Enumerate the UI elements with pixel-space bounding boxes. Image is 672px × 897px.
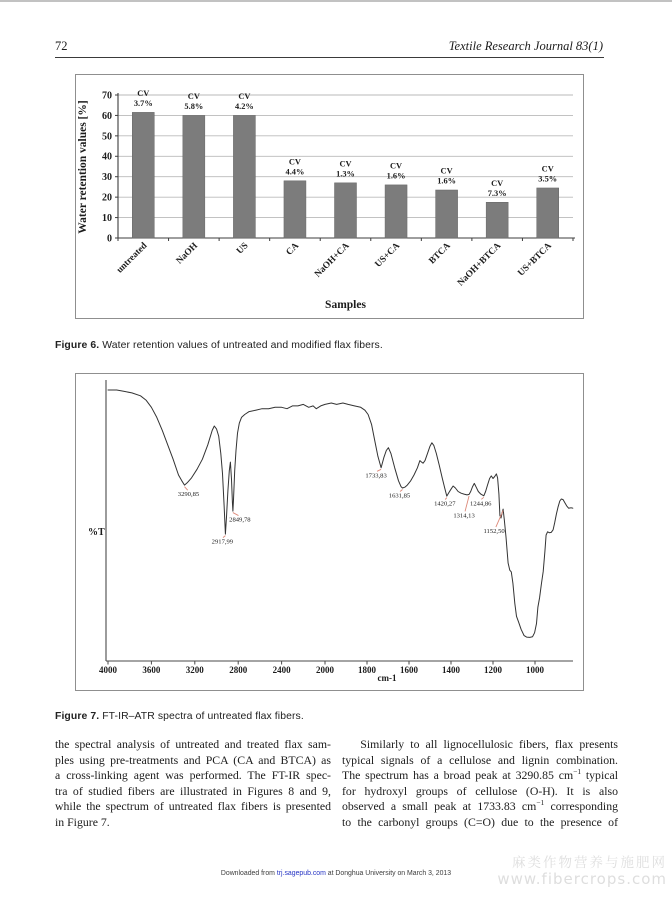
watermark-url: www.fibercrops.com (497, 869, 667, 888)
x-category-label: NaOH+CA (313, 241, 352, 280)
bar-chart-root (77, 89, 575, 311)
body-text-line: a cross-linking agent was performed. The FT-IR spec- (55, 768, 331, 783)
bar-cv-value: 7.3% (487, 188, 507, 198)
figure6-caption (55, 340, 595, 351)
header-rule (55, 57, 604, 58)
y-axis-title: Water retention values [%] (77, 100, 89, 234)
body-column-right (342, 737, 618, 831)
peak-label: 1733,83 (365, 472, 387, 480)
peak-leader-line (223, 536, 225, 538)
watermark-chinese-text: 麻类作物营养与施肥网 (512, 855, 667, 871)
body-text-line: Similarly to all lignocellulosic fibers, flax presents (342, 737, 618, 751)
peak-leader-line (465, 496, 469, 512)
x-category-label: untreated (115, 241, 150, 276)
bar (335, 183, 357, 238)
peak-leader-line (377, 469, 381, 471)
journal-title: Textile Research Journal 83(1) (448, 39, 603, 53)
y-tick-label: 20 (102, 192, 112, 204)
y-tick-label: 30 (102, 172, 112, 184)
body-column-left (55, 737, 331, 831)
x-category-label: US (235, 241, 251, 257)
x-tick-label: 2400 (272, 665, 291, 675)
peak-label: 1152,50 (483, 528, 505, 536)
body-text-line: while the spectrum of untreated flax fibers is presented (55, 799, 331, 814)
x-tick-label: 1400 (442, 665, 460, 675)
peak-leader-line (445, 498, 447, 500)
x-tick-label: 1000 (526, 665, 544, 675)
figure7-frame (75, 373, 584, 691)
bar-cv-value: 5.8% (184, 101, 204, 111)
x-tick-label: 2000 (316, 665, 334, 675)
bar (385, 185, 407, 238)
x-category-label: BTCA (427, 241, 453, 267)
figure7-ftir-spectrum (76, 374, 583, 690)
peak-leader-line (400, 490, 402, 492)
bar-cv-value: 1.3% (336, 169, 355, 179)
page-top-edge (0, 0, 672, 2)
x-category-label: NaOH+BTCA (455, 241, 504, 289)
bar-cv-value: 4.4% (285, 167, 305, 177)
peak-label: 2849,78 (229, 516, 251, 524)
spectrum-root (88, 380, 573, 683)
body-text-line: ples using pre-treatments and PCA (CA and BTCA) as (55, 752, 331, 767)
x-tick-label: 4000 (99, 665, 117, 675)
x-axis-unit: cm-1 (377, 673, 397, 683)
bar (436, 190, 458, 238)
x-axis-title: Samples (325, 299, 366, 311)
y-axis-title: %T (88, 527, 105, 538)
peak-label: 1244,86 (470, 500, 492, 508)
x-tick-label: 3200 (185, 665, 204, 675)
superscript: −1 (573, 767, 582, 777)
bar-cv-prefix: CV (238, 91, 251, 101)
x-category-label: CA (284, 241, 302, 258)
download-notice-suffix: at Donghua University on March 3, 2013 (325, 870, 452, 877)
body-text-line: in Figure 7. (55, 814, 110, 829)
y-tick-label: 10 (102, 212, 112, 224)
y-tick-label: 70 (102, 90, 112, 102)
figure6-caption-label: Figure 6. (55, 340, 100, 352)
peak-leader-line (233, 513, 239, 516)
sagepub-link[interactable]: trj.sagepub.com (276, 870, 326, 877)
bar-cv-prefix: CV (339, 159, 352, 169)
bar (486, 202, 508, 238)
x-tick-label: 1800 (358, 665, 376, 675)
y-tick-label: 60 (102, 110, 112, 122)
bar-cv-value: 1.6% (386, 171, 406, 181)
figure6-bar-chart (76, 75, 583, 318)
bar-cv-value: 1.6% (437, 176, 457, 186)
bar-cv-prefix: CV (288, 157, 301, 167)
bar-cv-prefix: CV (137, 88, 150, 98)
x-category-label: US+CA (373, 241, 403, 270)
peak-leader-line (481, 497, 483, 499)
bar-cv-prefix: CV (491, 178, 504, 188)
bar (537, 188, 559, 238)
y-tick-label: 0 (107, 233, 112, 245)
bar (284, 181, 306, 238)
superscript: −1 (536, 798, 545, 808)
bar-cv-prefix: CV (541, 164, 554, 174)
figure7-caption (55, 711, 595, 722)
bar (132, 112, 154, 238)
bar-cv-value: 3.7% (133, 98, 153, 108)
y-tick-label: 50 (102, 131, 112, 143)
bar-cv-value: 4.2% (234, 101, 254, 111)
body-text-line: the spectral analysis of untreated and treated flax sam- (55, 737, 331, 751)
body-text-line: tra of studied fibers are illustrated in Figures 8 and 9, (55, 783, 331, 798)
spectrum-curve (108, 390, 573, 637)
page-number: 72 (55, 39, 68, 53)
x-category-label: US+BTCA (516, 241, 554, 279)
figure6-caption-text: Water retention values of untreated and modified flax fibers. (102, 340, 383, 352)
peak-label: 1420,27 (434, 500, 456, 508)
bar (183, 115, 205, 238)
body-text-line: for hydroxyl groups of cellulose (O-H). It is also (342, 783, 618, 798)
x-category-label: NaOH (174, 241, 200, 267)
body-text-line: typical signals of a cellulose and lignin combination. (342, 752, 618, 767)
y-tick-label: 40 (102, 151, 112, 163)
peak-label: 3290,85 (177, 491, 200, 499)
x-tick-label: 3600 (142, 665, 161, 675)
body-text-line: to the carbonyl groups (C=O) due to the presence of (342, 814, 618, 829)
peak-label: 1314,13 (453, 512, 475, 520)
bar-cv-value: 3.5% (538, 174, 558, 184)
figure6-frame (75, 74, 584, 319)
download-notice-prefix: Downloaded from (220, 870, 277, 877)
bar (233, 115, 255, 238)
bar-cv-prefix: CV (390, 161, 403, 171)
watermark (497, 856, 667, 887)
peak-label: 2917,99 (211, 538, 234, 546)
x-tick-label: 1200 (484, 665, 502, 675)
body-text-line: observed a small peak at 1733.83 $cm^{-1}$ corresponding (342, 798, 618, 814)
body-text-line: The spectrum has a broad peak at 3290.85 $cm^{-1}$ typical (342, 767, 618, 783)
figure7-caption-text: FT-IR–ATR spectra of untreated flax fibers. (102, 711, 304, 723)
figure7-caption-label: Figure 7. (55, 711, 100, 723)
x-tick-label: 2800 (229, 665, 248, 675)
bar-cv-prefix: CV (440, 166, 453, 176)
x-tick-label: 1600 (400, 665, 418, 675)
bar-cv-prefix: CV (187, 91, 200, 101)
peak-leader-line (184, 487, 187, 491)
peak-label: 1631,85 (388, 492, 411, 500)
